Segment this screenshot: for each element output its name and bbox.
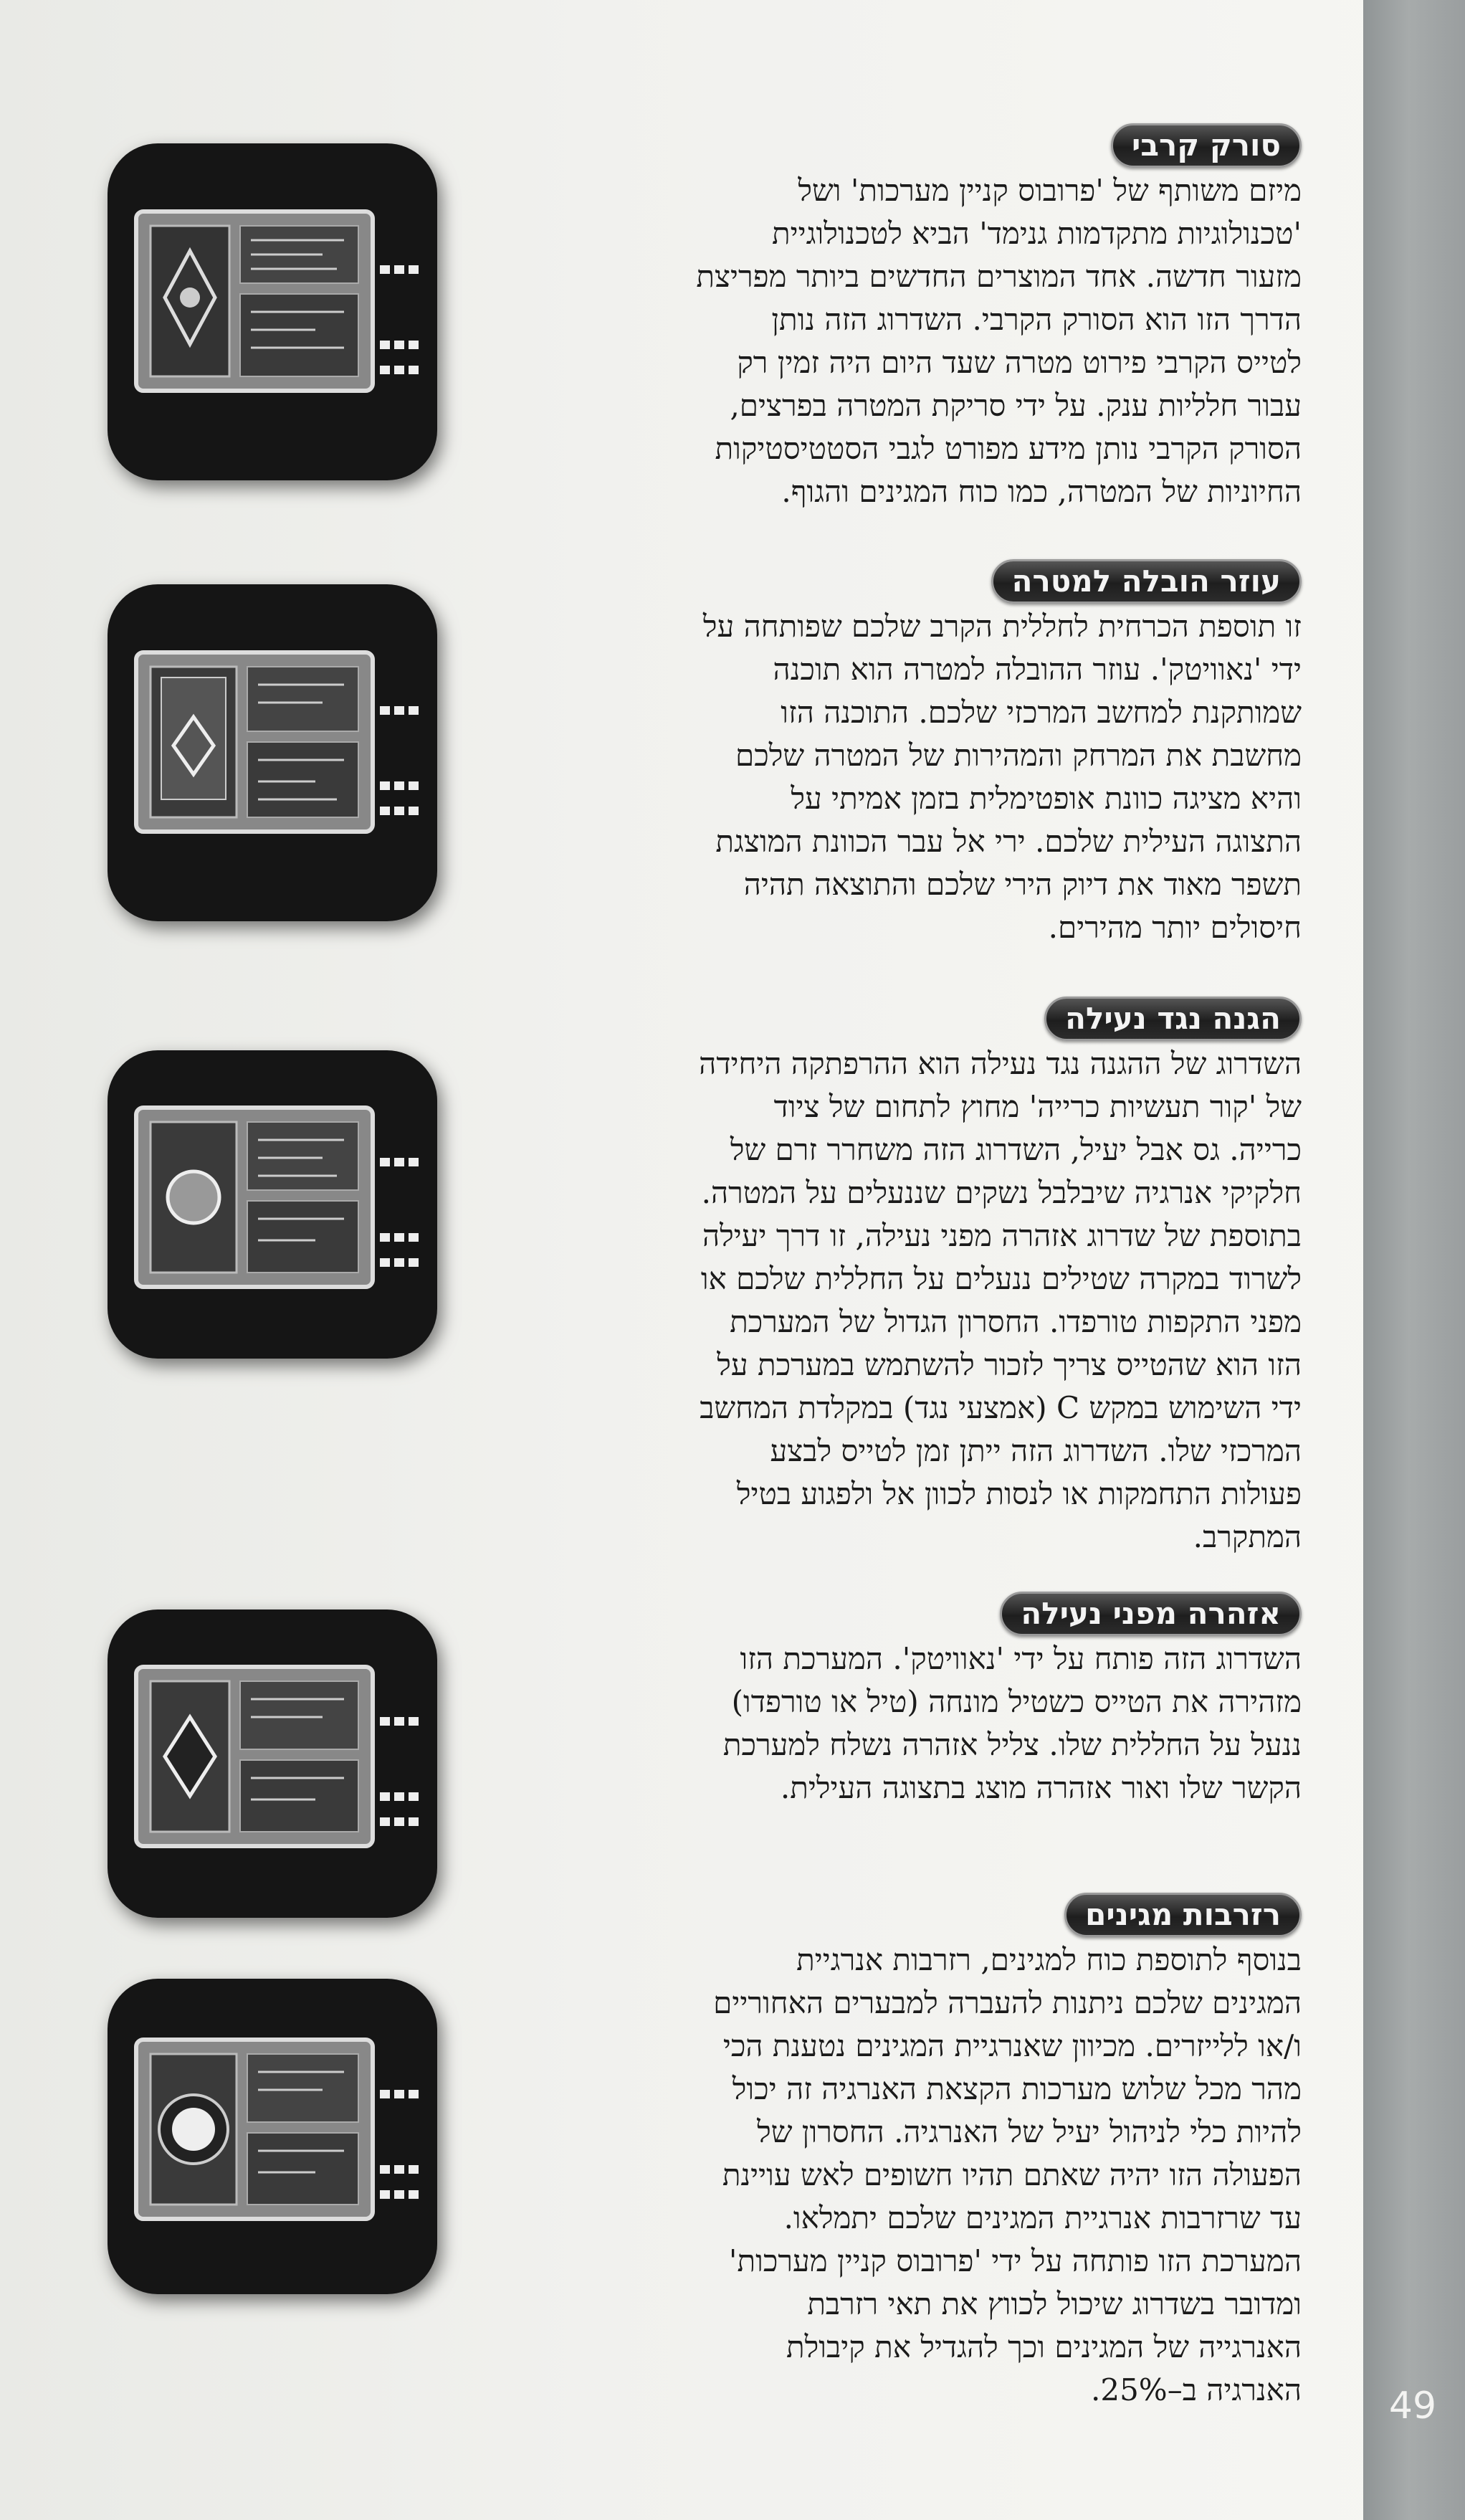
section-shield-reserve: [485, 1893, 1302, 2412]
section-title: הגנה נגד נעילה: [1044, 997, 1302, 1041]
lock-warning-device-icon: [108, 1610, 437, 1918]
section-body: מיזם משותף של 'פרובוס קניין מערכות' ושל 'טכנולוגיות מתקדמות גנימד' הביא לטכנולוגיית מזעור חדשה. אחד המוצרים החדשים ביותר מפריצת הדרך הזו הוא הסורק הקרבי. השדרוג הזה נותן לטייס הקרבי פירוט מטרה שעד היום היה זמין רק עבור חלליות ענק. על ידי סריקת המטרה בפרצים, הסורק הקרבי נותן מידע מפורט לגבי הסטטיסטיקות החיוניות של המטרה, כמו כוח המגינים והגוף.: [696, 173, 1302, 509]
anti-lock-device-icon: [108, 1050, 437, 1359]
section-body: בנוסף לתוספת כוח למגינים, רזרבות אנרגיית המגינים שלכם ניתנות להעברה למבערים האחוריים ו/או ללייזרים. מכיוון שאנרגיית המגינים נטענת הכי מהר מכל שלוש מערכות הקצאת האנרגיה זה יכול להיות כלי לניהול יעיל של האנרגיה. החסרון של הפעולה הזו יהיה שאתם תהיו חשופים לאש עויינת עד שרזרבות אנרגיית המגינים שלכם יתמלאו. המערכת הזו פותחה על ידי 'פרובוס קניין מערכות' ומדובר בשדרוג שיכול לכווץ את תאי רזרבת האנרגייה של המגינים וכך להגדיל את קיבולת האנרגיה ב–25%.: [713, 1942, 1302, 2407]
shield-reserve-device-icon: [108, 1979, 437, 2294]
section-title: עוזר הובלה למטרה: [991, 559, 1302, 604]
section-body: השדרוג הזה פותח על ידי 'נאוויטק'. המערכת הזו מזהירה את הטייס כשטיל מונחה (טיל או טורפדו) ננעל על החללית שלו. צליל אזהרה נשלח למערכת הקשר שלו ואור אזהרה מוצג בתצוגה העילית.: [722, 1641, 1302, 1805]
page-number: 49: [1388, 2385, 1437, 2428]
section-title: אזהרה מפני נעילה: [1000, 1592, 1302, 1636]
section-body: זו תוספת הכרחית לחללית הקרב שלכם שפותחה על ידי 'נאוויטק'. עוזר ההובלה למטרה הוא תוכנה שמותקנת למחשב המרכזי שלכם. התוכנה הזו מחשבת את המרחק והמהירות של המטרה שלכם והיא מציגה כוונת אופטימלית בזמן אמיתי על התצוגה העילית שלכם. ירי אל עבר הכוונת המוצגת תשפר מאוד את דיוק הירי שלכם והתוצאה תהיה חיסולים יותר מהירים.: [702, 609, 1302, 945]
combat-scanner-device-icon: [108, 143, 437, 480]
section-combat-scanner: [485, 123, 1302, 513]
page-edge-strip: [1363, 0, 1465, 2520]
section-target-lead-assist: [485, 559, 1302, 949]
section-title: רזרבות מגינים: [1064, 1893, 1302, 1937]
target-lead-assist-device-icon: [108, 584, 437, 921]
section-lock-warning: [485, 1592, 1302, 1810]
section-body: השדרוג של ההגנה נגד נעילה הוא ההרפתקה היחידה של 'קור תעשיות כרייה' מחוץ לתחום של ציוד כרייה. גס אבל יעיל, השדרוג הזה משחרר זרם של חלקיקי אנרגיה שיבלבל נשקים שננעלים על המטרה. בתוספת של שדרוג אזהרה מפני נעילה, זו דרך יעילה לשרוד במקרה שטילים ננעלים על החללית שלכם או מפני התקפות טורפדו. החסרון הגדול של המערכת הזו הוא שהטייס צריך לזכור להשתמש במערכת על ידי השימוש במקש C (אמצעי נגד) במקלדת המחשב המרכזי שלו. השדרוג הזה ייתן זמן לטייס לבצע פעולות התחמקות או לנסות לכוון אל ולפגוע בטיל המתקרב.: [699, 1046, 1302, 1554]
section-anti-lock: [485, 997, 1302, 1559]
section-title: סורק קרבי: [1111, 123, 1302, 168]
